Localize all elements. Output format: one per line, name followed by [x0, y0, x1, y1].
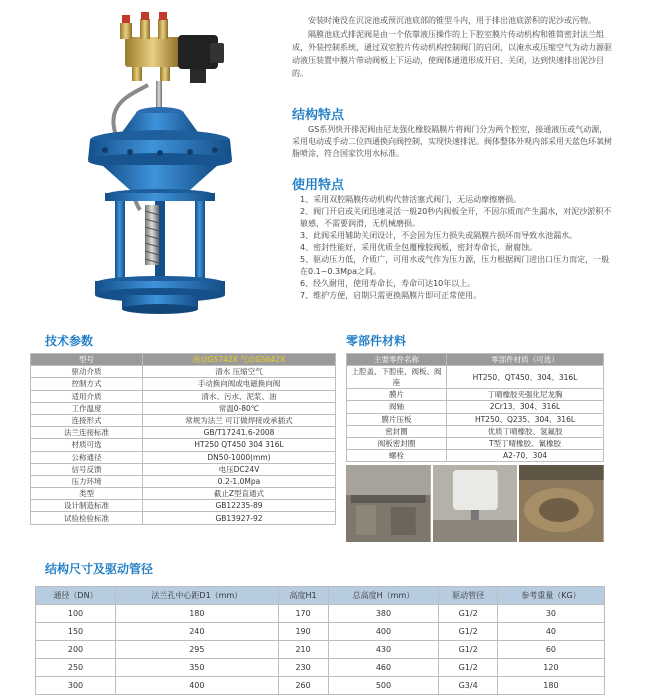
table-cell: 驱动介质 — [31, 366, 143, 378]
table-row — [36, 677, 605, 695]
intro-text — [292, 14, 612, 81]
table-header-cell: 通径（DN） — [36, 587, 116, 605]
table-row — [31, 463, 336, 475]
table-cell: 试验检验标准 — [31, 512, 143, 524]
table-cell: 电压DC24V — [143, 463, 336, 475]
table-cell: 优质丁晴橡胶、氢氟胶 — [447, 425, 604, 437]
table-cell: 400 — [116, 677, 279, 695]
table-cell: 材质可选 — [31, 439, 143, 451]
table-cell: 连接形式 — [31, 414, 143, 426]
table-cell: 295 — [116, 641, 279, 659]
table-cell: 300 — [36, 677, 116, 695]
table-row — [347, 425, 604, 437]
usage-item: 7、维护方便，启期只需更换隔膜片即可正常使用。 — [300, 291, 482, 300]
table-cell: 适用介质 — [31, 390, 143, 402]
table-cell: 常温0-80℃ — [143, 402, 336, 414]
table-cell: T型丁晴橡胶、氰橡胶 — [447, 437, 604, 449]
table-cell: 170 — [278, 605, 328, 623]
table-cell: 信号反馈 — [31, 463, 143, 475]
table-row — [36, 641, 605, 659]
usage-item: 3、此阀采用辅助关闭设计，不会因为压力损失或隔膜片损坏而导致水池漏水。 — [300, 231, 578, 240]
intro-paragraph: 隔膜池底式排泥阀是由一个依靠液压操作的上下腔室膜片传动机构和锥简密封法兰组成，外装控制系统，通过双室腔片传动机构控制阀门的启闭，以淹水或压缩空气为动力源驱动液压装置中膜片带动阀板上下运动，使阀体通道形成开启、关闭，达到快速排出泥沙目的。 — [292, 30, 612, 78]
table-row — [347, 401, 604, 413]
table-row — [31, 366, 336, 378]
table-cell: 240 — [116, 623, 279, 641]
table-cell: 210 — [278, 641, 328, 659]
table-cell: 40 — [497, 623, 604, 641]
table-cell: 阀轴 — [347, 401, 447, 413]
table-cell: 150 — [36, 623, 116, 641]
table-cell: 螺栓 — [347, 450, 447, 462]
table-cell: 2Cr13、304、316L — [447, 401, 604, 413]
table-cell: 120 — [497, 659, 604, 677]
table-cell: 100 — [36, 605, 116, 623]
table-cell: 阀板密封圈 — [347, 437, 447, 449]
workshop-photo — [433, 465, 518, 542]
table-cell: 法兰连接标准 — [31, 427, 143, 439]
spec-heading: 技术参数 — [45, 334, 94, 348]
table-header-cell: 总高度H（mm） — [328, 587, 439, 605]
usage-list — [300, 194, 612, 302]
features-text: GS系列快开排泥阀由尼龙强化橡胶隔膜片将阀门分为两个腔室，接通液压或气动源，采用电动或手动二位四通换向阀控制，实现快速排泥。阀体整体外观内部采用天蓝色环氧树脂喷涂，符合国家饮用水标准。 — [292, 125, 612, 158]
table-cell: 430 — [328, 641, 439, 659]
table-cell: DN50-1000(mm) — [143, 451, 336, 463]
table-cell: 控制方式 — [31, 378, 143, 390]
table-row — [347, 450, 604, 462]
table-cell: 压力环境 — [31, 475, 143, 487]
table-header-row — [347, 354, 604, 366]
table-cell: 清水、污水、泥浆、油 — [143, 390, 336, 402]
table-cell: 丁晴橡胶夹强化尼龙胸 — [447, 389, 604, 401]
table-cell: 230 — [278, 659, 328, 677]
table-header-cell: 液动GS742X 气动GS642X — [143, 354, 336, 366]
spec-table — [30, 353, 336, 525]
table-row — [31, 475, 336, 487]
table-row — [31, 390, 336, 402]
table-cell: 30 — [497, 605, 604, 623]
usage-item: 6、经久耐用，使用寿命长，寿命可达10年以上。 — [300, 279, 476, 288]
table-row — [31, 512, 336, 524]
table-row — [347, 413, 604, 425]
table-header-row — [31, 354, 336, 366]
intro-paragraph: 安装时淹没在沉淀池或预沉池底部的锥型斗内，用于排出池底淤积的泥沙或污物。 — [308, 16, 596, 25]
table-cell: 250 — [36, 659, 116, 677]
table-cell: 200 — [36, 641, 116, 659]
table-row — [31, 439, 336, 451]
table-cell: 400 — [328, 623, 439, 641]
usage-item: 2、阀门开启或关闭迅速灵活一般20秒内阀板全开，不因尔质而产生漏水，对泥沙淤积不敏感，不需要润滑，无机械磨损。 — [300, 207, 612, 228]
parts-table — [346, 353, 604, 462]
dims-table — [35, 586, 605, 695]
table-row — [347, 437, 604, 449]
table-cell: HT250、Q235、304、316L — [447, 413, 604, 425]
table-row — [36, 623, 605, 641]
usage-item: 1、采用双腔隔膜传动机构代替活塞式阀门，无运动摩擦磨损。 — [300, 195, 522, 204]
installation-photos — [346, 465, 604, 542]
dims-heading: 结构尺寸及驱动管径 — [45, 562, 154, 576]
table-header-cell: 高度H1 — [278, 587, 328, 605]
table-row — [347, 389, 604, 401]
table-cell: 180 — [116, 605, 279, 623]
table-row — [31, 500, 336, 512]
table-cell: 500 — [328, 677, 439, 695]
table-row — [31, 451, 336, 463]
usage-heading: 使用特点 — [292, 178, 345, 193]
table-header-cell: 型号 — [31, 354, 143, 366]
table-cell: 膜片压板 — [347, 413, 447, 425]
table-row — [36, 659, 605, 677]
table-cell: GB13927-92 — [143, 512, 336, 524]
table-cell: 密封圈 — [347, 425, 447, 437]
table-cell: 380 — [328, 605, 439, 623]
table-cell: 手动换向阀或电磁换向阀 — [143, 378, 336, 390]
table-cell: 清水 压缩空气 — [143, 366, 336, 378]
table-cell: G1/2 — [439, 605, 497, 623]
table-cell: 设计制造标准 — [31, 500, 143, 512]
table-header-cell: 零部件材质（可选） — [447, 354, 604, 366]
factory-photo — [346, 465, 431, 542]
table-cell: HT250、QT450、304、316L — [447, 366, 604, 389]
table-cell: 膜片 — [347, 389, 447, 401]
table-cell: HT250 QT450 304 316L — [143, 439, 336, 451]
table-cell: 工作温度 — [31, 402, 143, 414]
table-row — [31, 427, 336, 439]
table-row — [347, 366, 604, 389]
table-header-cell: 法兰孔中心距D1（mm） — [116, 587, 279, 605]
table-header-row — [36, 587, 605, 605]
table-row — [31, 402, 336, 414]
table-cell: 350 — [116, 659, 279, 677]
table-cell: 60 — [497, 641, 604, 659]
features-heading: 结构特点 — [292, 108, 345, 123]
table-row — [31, 378, 336, 390]
table-cell: 190 — [278, 623, 328, 641]
table-row — [36, 605, 605, 623]
table-cell: GB/T17241.6-2008 — [143, 427, 336, 439]
table-header-cell: 主要零件名称 — [347, 354, 447, 366]
table-header-cell: 参考重量（KG） — [497, 587, 604, 605]
table-cell: 260 — [278, 677, 328, 695]
table-cell: 0.2-1.0Mpa — [143, 475, 336, 487]
table-cell: A2-70、304 — [447, 450, 604, 462]
usage-item: 5、驱动压力低，介质广，可用水或气作为压力源，压力根据阀门进出口压力而定，一般在0.1~0.3Mpa之间。 — [300, 255, 610, 276]
table-cell: 上腔盖、下腔座、阀板、阀座 — [347, 366, 447, 389]
table-cell: G3/4 — [439, 677, 497, 695]
table-cell: 类型 — [31, 488, 143, 500]
valve-product-image — [60, 5, 260, 315]
table-header-cell: 驱动管径 — [439, 587, 497, 605]
pool-photo — [519, 465, 604, 542]
table-row — [31, 488, 336, 500]
table-cell: G1/2 — [439, 623, 497, 641]
usage-item: 4、密封性能好，采用优质全包覆橡胶阀板，密封寿命长，耐腐蚀。 — [300, 243, 538, 252]
table-cell: 180 — [497, 677, 604, 695]
parts-heading: 零部件材料 — [346, 334, 407, 348]
table-cell: 460 — [328, 659, 439, 677]
table-cell: 公称通径 — [31, 451, 143, 463]
table-cell: GB12235-89 — [143, 500, 336, 512]
table-cell: 常规为法兰 可订做焊接或承插式 — [143, 414, 336, 426]
table-cell: G1/2 — [439, 659, 497, 677]
table-cell: G1/2 — [439, 641, 497, 659]
table-row — [31, 414, 336, 426]
table-cell: 截止Z型直通式 — [143, 488, 336, 500]
